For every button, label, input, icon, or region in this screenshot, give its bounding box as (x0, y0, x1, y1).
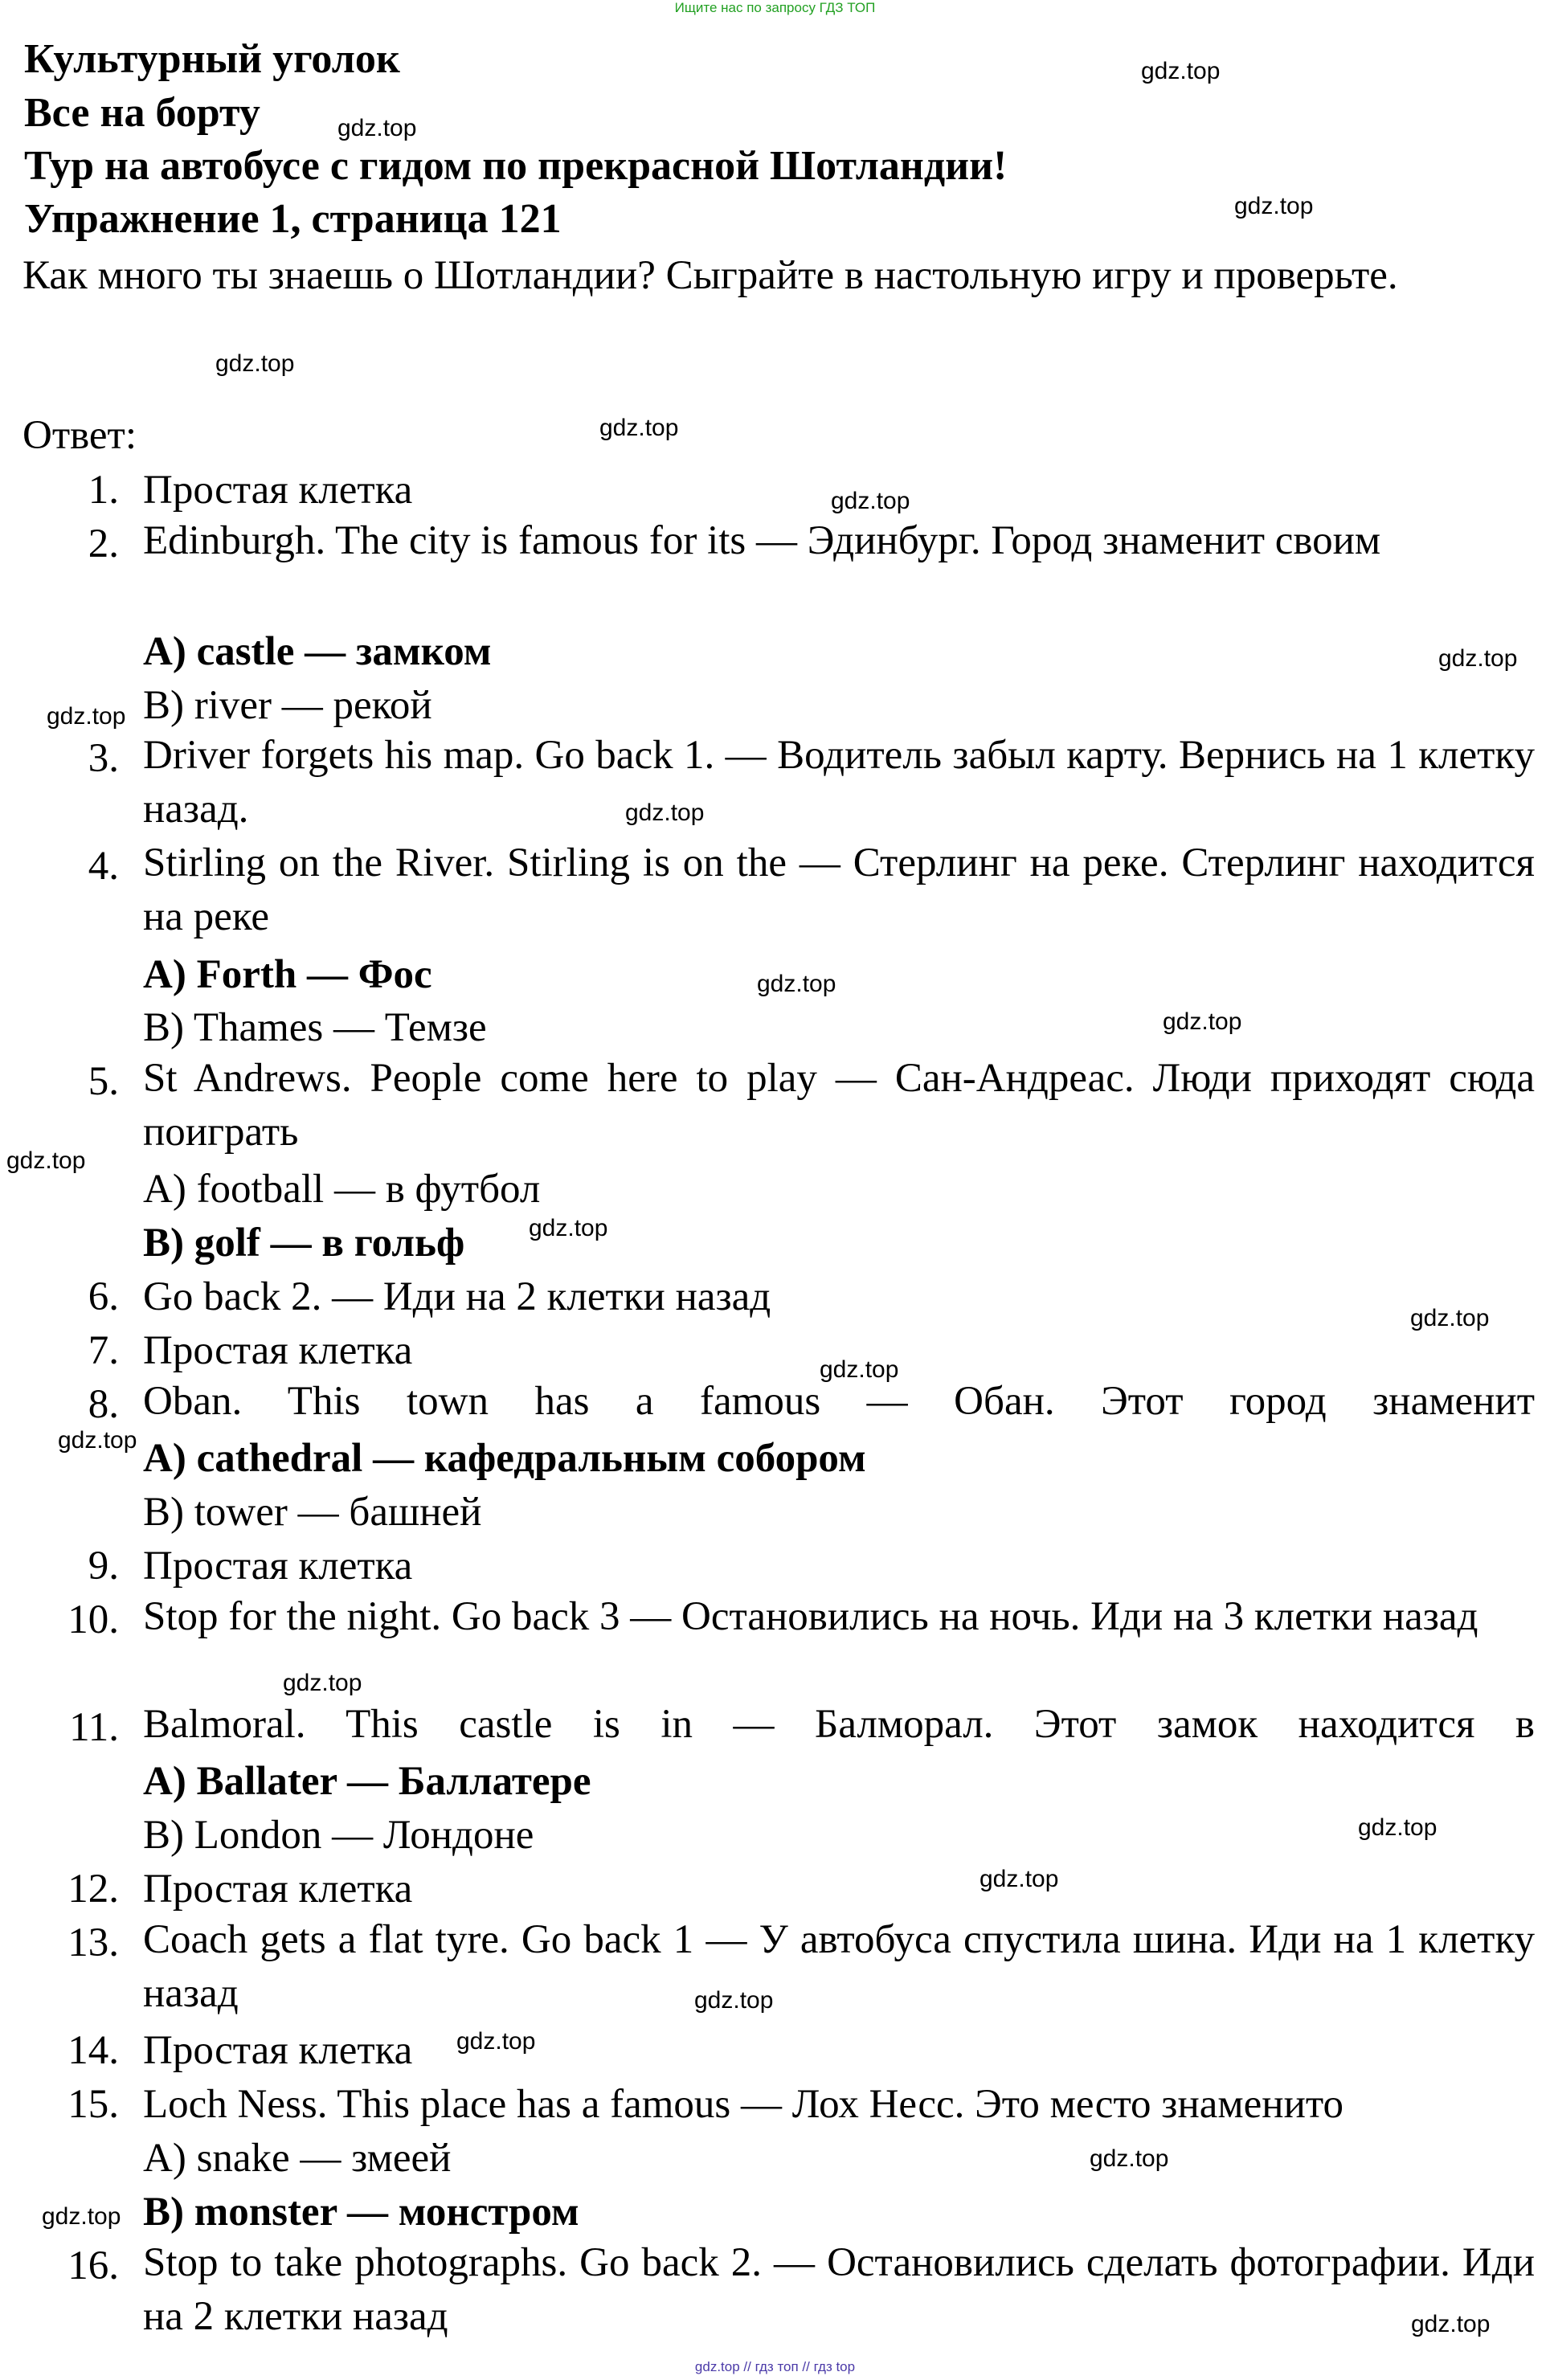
item-number: 5. (88, 1059, 119, 1104)
watermark: gdz.top (1358, 1814, 1438, 1841)
item-number: 6. (88, 1274, 119, 1319)
topic-title: Тур на автобусе с гидом по прекрасной Шотландии! (24, 143, 1008, 189)
item-number: 16. (67, 2243, 119, 2288)
item-text: Простая клетка (143, 1867, 413, 1912)
watermark: gdz.top (831, 488, 910, 514)
watermark: gdz.top (1090, 2145, 1169, 2172)
item-text: Loch Ness. This place has a famous — Лох Несс. Это место знаменито (143, 2082, 1343, 2127)
item-number: 9. (88, 1544, 119, 1589)
item-number: 15. (67, 2082, 119, 2127)
item-text: Простая клетка (143, 1544, 413, 1589)
option: B) Thames — Темзе (143, 1005, 487, 1050)
option-correct: A) Forth — Фос (143, 952, 432, 997)
item-number: 2. (88, 521, 119, 566)
watermark: gdz.top (820, 1356, 899, 1383)
option: B) London — Лондоне (143, 1813, 534, 1858)
watermark: gdz.top (529, 1215, 608, 1241)
item-text: Coach gets a flat tyre. Go back 1 — У автобуса спустила шина. Иди на 1 клетку назад (143, 1917, 1535, 2016)
option-correct: A) Ballater — Баллатере (143, 1759, 591, 1804)
item-text: Go back 2. — Иди на 2 клетки назад (143, 1274, 771, 1319)
item-number: 12. (67, 1867, 119, 1912)
option-correct: A) cathedral — кафедральным собором (143, 1436, 866, 1481)
item-number: 10. (67, 1597, 119, 1642)
watermark: gdz.top (58, 1427, 137, 1454)
item-text: Driver forgets his map. Go back 1. — Водитель забыл карту. Вернись на 1 клетку назад. (143, 733, 1535, 832)
item-text: Edinburgh. The city is famous for its — Эдинбург. Город знаменит своим (143, 518, 1381, 563)
item-number: 8. (88, 1382, 119, 1427)
item-text: St Andrews. People come here to play — Сан-Андреас. Люди приходят сюда поиграть (143, 1056, 1535, 1155)
item-number: 4. (88, 844, 119, 889)
option: A) football — в футбол (143, 1167, 541, 1212)
watermark: gdz.top (625, 799, 705, 826)
watermark: gdz.top (1438, 645, 1518, 672)
item-text: Простая клетка (143, 468, 413, 513)
watermark: gdz.top (979, 1866, 1059, 1892)
watermark: gdz.top (337, 115, 417, 141)
item-number: 7. (88, 1328, 119, 1373)
answer-label: Ответ: (22, 413, 137, 458)
item-text: Stop to take photographs. Go back 2. — Остановились сделать фотографии. Иди на 2 клетки назад (143, 2240, 1535, 2339)
option-correct: A) castle — замком (143, 629, 492, 674)
subsection-title: Все на борту (24, 90, 260, 136)
watermark: gdz.top (283, 1670, 362, 1696)
item-text: Простая клетка (143, 1328, 413, 1373)
item-text: Stop for the night. Go back 3 — Остановились на ночь. Иди на 3 клетки назад (143, 1594, 1478, 1639)
watermark: gdz.top (599, 415, 679, 441)
item-text: Stirling on the River. Stirling is on the — Стерлинг на реке. Стерлинг находится на реке (143, 840, 1535, 939)
watermark: gdz.top (757, 971, 836, 997)
item-number: 3. (88, 736, 119, 781)
watermark: gdz.top (47, 703, 126, 730)
item-number: 13. (67, 1920, 119, 1965)
watermark: gdz.top (42, 2203, 121, 2230)
bottom-banner: gdz.top // гдз топ // гдз top (694, 2359, 856, 2374)
option-correct: B) monster — монстром (143, 2190, 579, 2235)
watermark: gdz.top (1163, 1008, 1242, 1035)
option: B) river — рекой (143, 683, 432, 728)
watermark: gdz.top (1411, 2311, 1491, 2337)
option: A) snake — змеей (143, 2136, 452, 2181)
option: B) tower — башней (143, 1490, 482, 1535)
task-text: Как много ты знаешь о Шотландии? Сыграйте в настольную игру и проверьте. (22, 253, 1398, 298)
exercise-title: Упражнение 1, страница 121 (24, 196, 562, 242)
watermark: gdz.top (215, 350, 295, 377)
item-number: 14. (67, 2028, 119, 2073)
item-number: 11. (69, 1705, 119, 1750)
watermark: gdz.top (1410, 1305, 1490, 1331)
watermark: gdz.top (1141, 58, 1221, 84)
watermark: gdz.top (694, 1987, 774, 2014)
watermark: gdz.top (1234, 193, 1314, 219)
item-text: Oban. This town has a famous — Обан. Этот город знаменит (143, 1379, 1535, 1424)
item-text: Простая клетка (143, 2028, 413, 2073)
top-banner: Ищите нас по запросу ГДЗ ТОП (674, 0, 876, 15)
watermark: gdz.top (456, 2028, 536, 2055)
item-number: 1. (88, 468, 119, 513)
option-correct: B) golf — в гольф (143, 1221, 465, 1266)
section-title: Культурный уголок (24, 36, 400, 82)
watermark: gdz.top (6, 1147, 86, 1174)
item-text: Balmoral. This castle is in — Балморал. Этот замок находится в (143, 1702, 1535, 1747)
